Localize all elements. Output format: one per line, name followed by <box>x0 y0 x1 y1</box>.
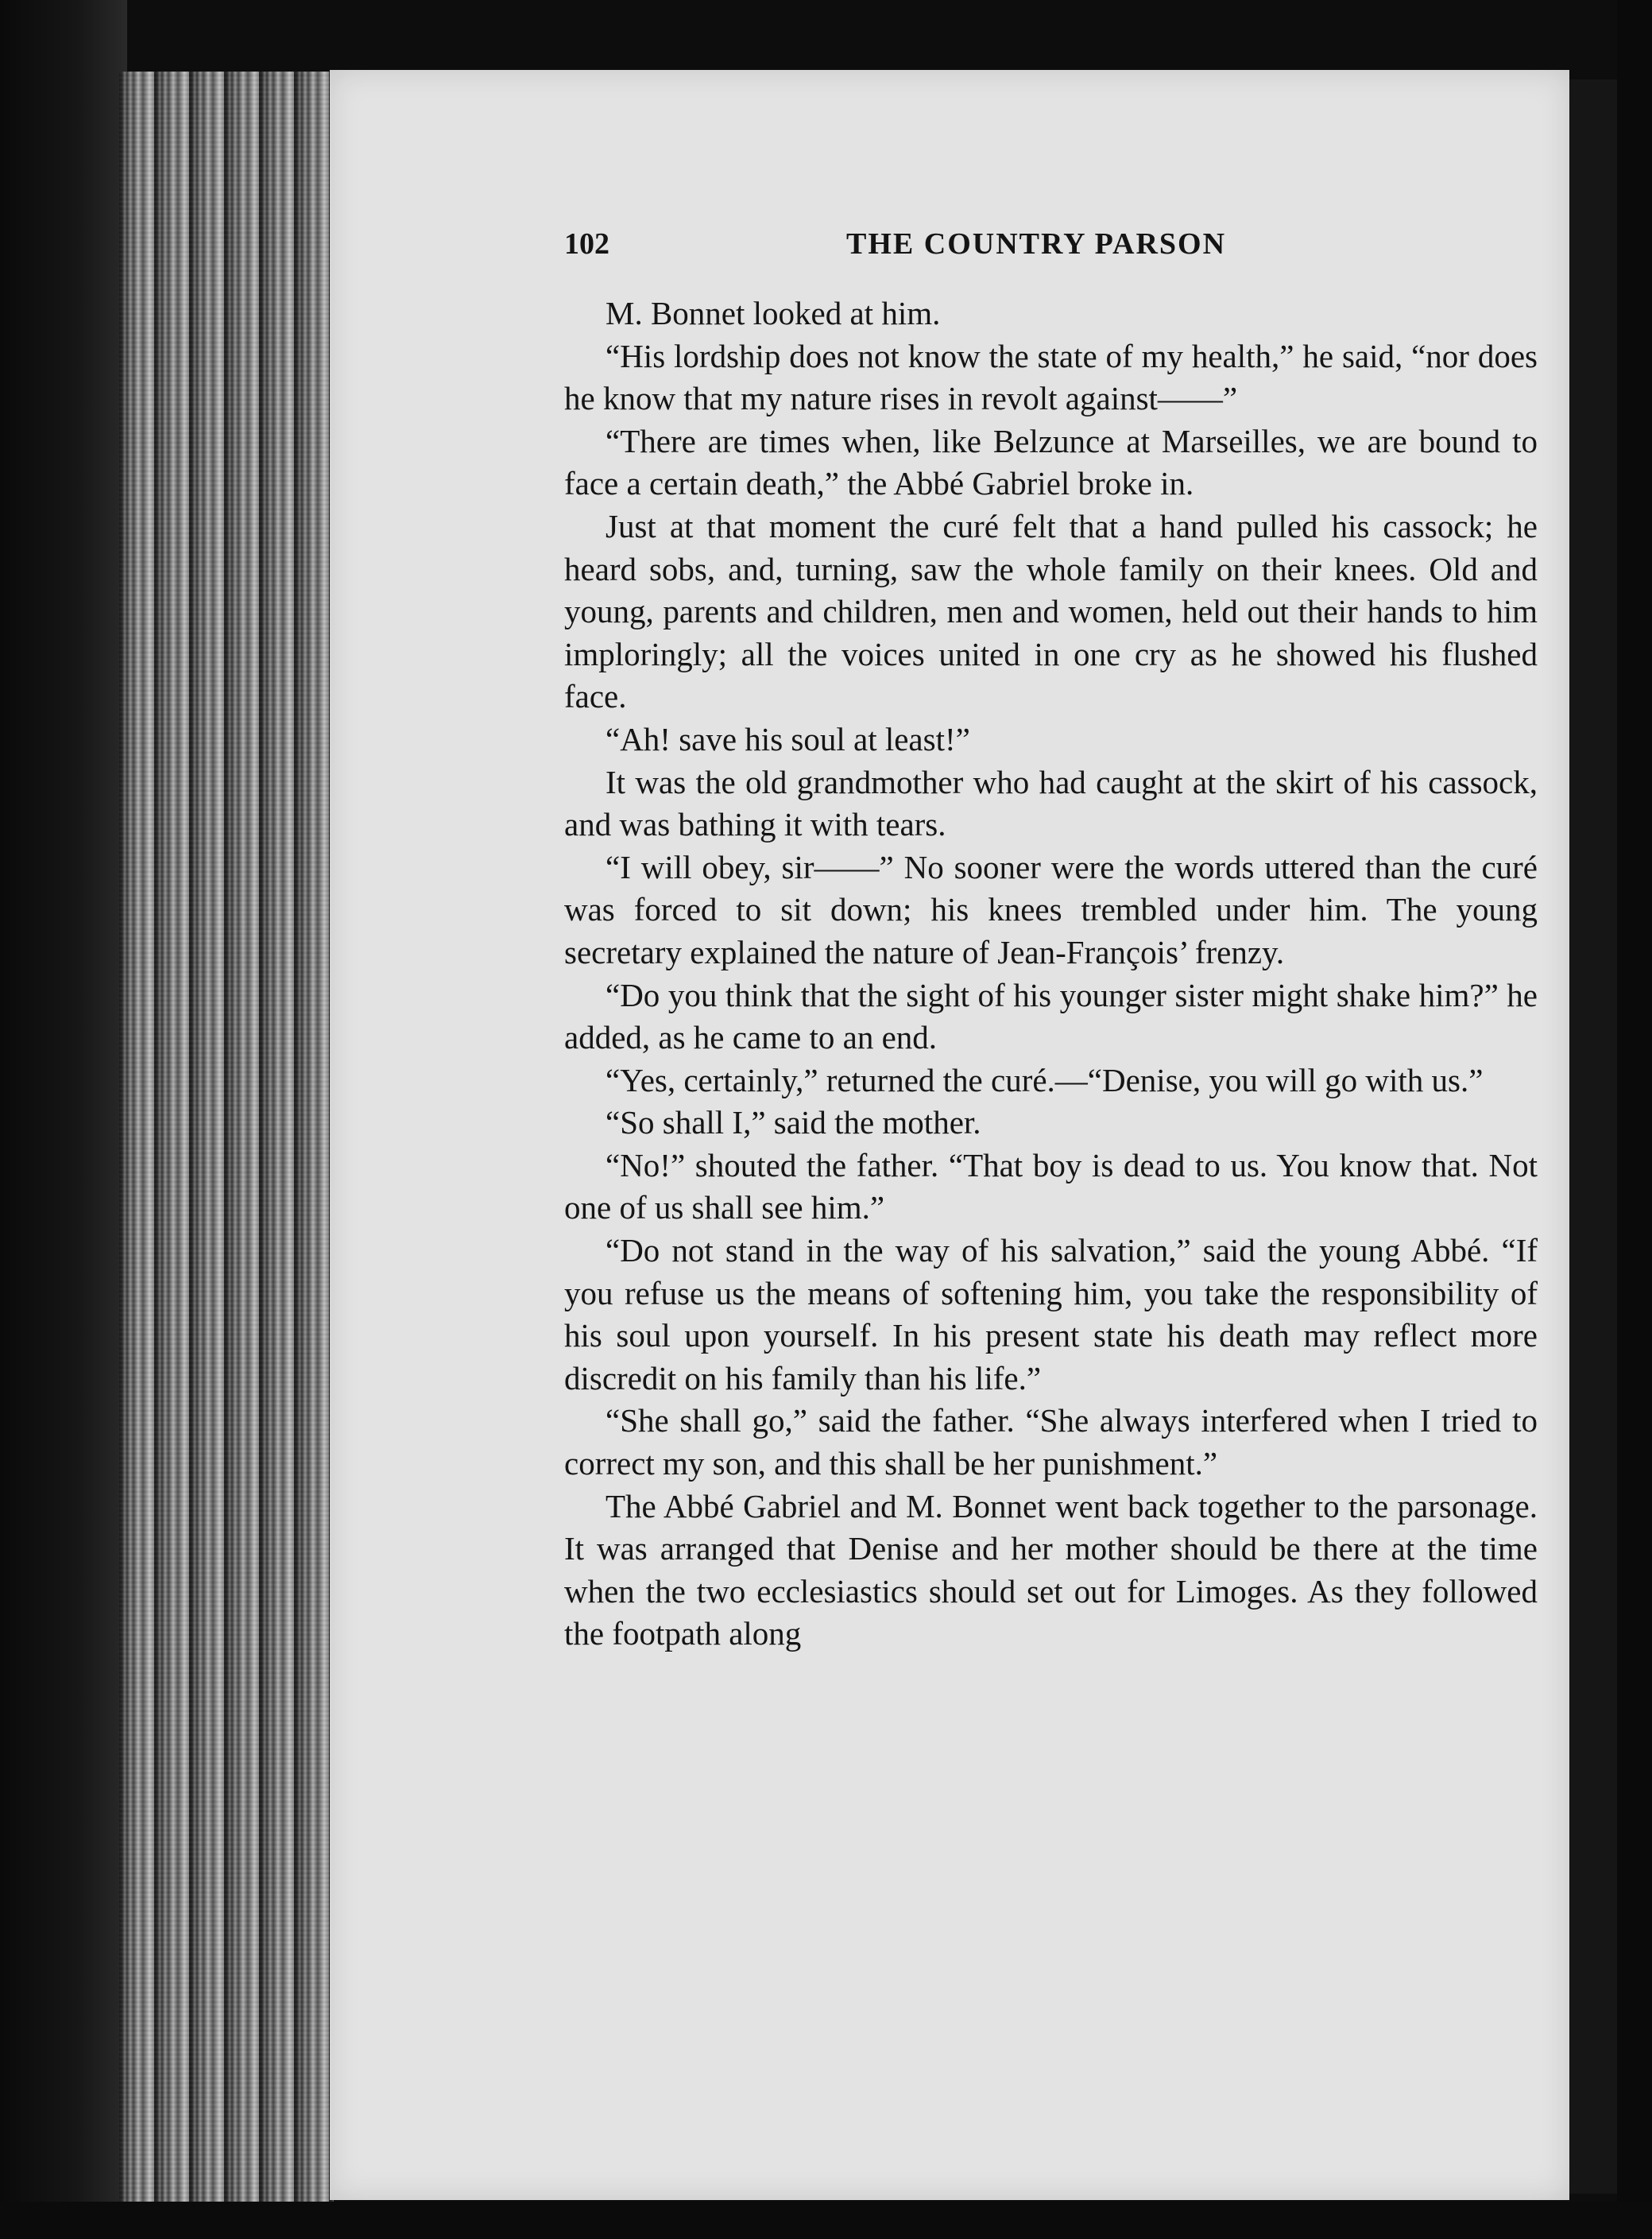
paragraph: It was the old grandmother who had caught at the skirt of his cassock, and was bathing it with tears. <box>564 763 1538 843</box>
book-binding-left <box>0 0 127 2239</box>
paragraph: “Ah! save his soul at least!” <box>605 720 970 757</box>
scan-border-bottom <box>0 2202 1652 2239</box>
paragraph: “There are times when, like Belzunce at Marseilles, we are bound to face a certain death,” the Abbé Gabriel broke in. <box>564 422 1538 502</box>
paragraph: “His lordship does not know the state of my health,” he said, “nor does he know that my nature rises in revolt against——” <box>564 337 1538 417</box>
running-head <box>564 227 1542 274</box>
paragraph: “So shall I,” said the mother. <box>605 1104 981 1141</box>
paragraph: “Do not stand in the way of his salvation,” said the young Abbé. “If you refuse us the means of softening him, you take the responsibility of his soul upon yourself. In his present state his death may reflect more discredit on his family than his life.” <box>564 1232 1538 1396</box>
book-binding-right <box>1569 79 1617 2194</box>
paragraph: “She shall go,” said the father. “She always interfered when I tried to correct my son, and this shall be her punishment.” <box>564 1402 1538 1482</box>
paragraph: “Yes, certainly,” returned the curé.—“Denise, you will go with us.” <box>605 1061 1484 1098</box>
body-text <box>564 292 1538 1656</box>
paragraph: “No!” shouted the father. “That boy is dead to us. You know that. Not one of us shall see him.” <box>564 1146 1538 1226</box>
paragraph: “I will obey, sir——” No sooner were the words uttered than the curé was forced to sit down; his knees trembled under him. The young secretary explained the nature of Jean-François’ frenzy. <box>564 848 1538 970</box>
page-number: 102 <box>564 227 609 261</box>
paragraph: M. Bonnet looked at him. <box>605 295 941 331</box>
running-title: THE COUNTRY PARSON <box>846 227 1227 261</box>
paragraph: Just at that moment the curé felt that a hand pulled his cassock; he heard sobs, and, turning, saw the whole family on their knees. Old and young, parents and children, men and women, held out their hands to him imploringly; all the voices united in one cry as he showed his flushed face. <box>564 507 1538 715</box>
scan-border-right <box>1617 0 1652 2239</box>
page-stack-edges <box>119 72 334 2210</box>
paragraph: “Do you think that the sight of his younger sister might shake him?” he added, as he came to an end. <box>564 976 1538 1056</box>
paragraph: The Abbé Gabriel and M. Bonnet went back together to the parsonage. It was arranged that Denise and her mother should be there at the time when the two ecclesiastics should set out for Limoges. As they followed the footpath along <box>564 1487 1538 1652</box>
